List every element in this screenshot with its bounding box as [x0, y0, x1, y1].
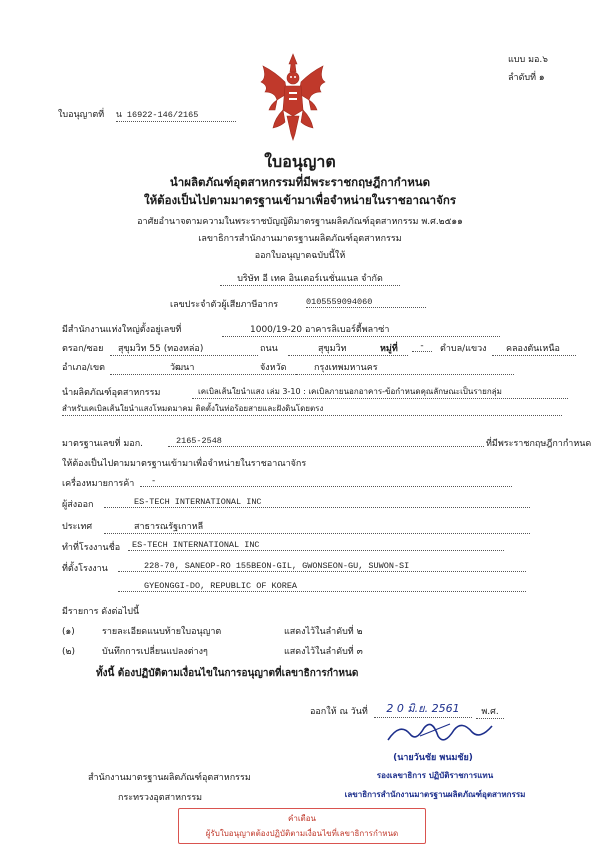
form-code: แบบ มอ.๖: [508, 55, 548, 65]
warning-box: [178, 808, 426, 844]
item-1-no: (๑): [62, 627, 75, 637]
moo-label: หมู่ที่: [380, 344, 398, 354]
province-value: กรุงเทพมหานคร: [296, 360, 514, 375]
province-label: จังหวัด: [260, 363, 287, 373]
heading-line-3: อาศัยอำนาจตามความในพระราชบัญญัติมาตรฐานผลิตภัณฑ์อุตสาหกรรม พ.ศ.๒๕๑๑: [137, 217, 463, 227]
factory-addr-label: ที่ตั้งโรงงาน: [62, 564, 108, 574]
license-no-value: น 16922-146/2165: [116, 107, 236, 122]
country-value: สาธารณรัฐเกาหลี: [104, 519, 530, 534]
agency-line-1: สำนักงานมาตรฐานผลิตภัณฑ์อุตสาหกรรม: [88, 773, 251, 783]
amphoe-label: อำเภอ/เขต: [62, 363, 105, 373]
amphoe-value: วัฒนา: [110, 360, 310, 375]
standard-line-2: ให้ต้องเป็นไปตามมาตรฐานเข้ามาเพื่อจำหน่ายในราชอาณาจักร: [62, 459, 307, 469]
item-1-ref: แสดงไว้ในลำดับที่ ๒: [284, 627, 363, 637]
heading-line-2: ให้ต้องเป็นไปตามมาตรฐานเข้ามาเพื่อจำหน่ายในราชอาณาจักร: [143, 193, 457, 207]
item-1-text: รายละเอียดแนบท้ายใบอนุญาต: [102, 627, 222, 637]
heading-line-5: ออกใบอนุญาตฉบับนี้ให้: [254, 251, 346, 261]
signer-position-2: เลขาธิการสำนักงานมาตรฐานผลิตภัณฑ์อุตสาหกรรม: [344, 790, 526, 799]
factory-addr-line-2: GYEONGGI-DO, REPUBLIC OF KOREA: [118, 581, 526, 592]
tax-value: 0105559094060: [306, 297, 426, 308]
signer-position-1: รองเลขาธิการ ปฏิบัติราชการแทน: [376, 771, 494, 780]
issued-date: 2 0 มิ.ย. 2561: [374, 699, 472, 718]
office-label: มีสำนักงานแห่งใหญ่ตั้งอยู่เลขที่: [62, 325, 182, 335]
trademark-label: เครื่องหมายการค้า: [62, 479, 135, 489]
product-line-2: สำหรับเคเบิลเส้นใยนำแสงโหมดมาคม ติดตั้งในท่อร้อยสายและฝังดินโดยตรง: [62, 402, 562, 416]
product-label: นำผลิตภัณฑ์อุตสาหกรรม: [62, 388, 161, 398]
warning-title: คำเตือน: [287, 814, 317, 823]
agency-line-2: กระทรวงอุตสาหกรรม: [118, 793, 203, 803]
heading-line-4: เลขาธิการสำนักงานมาตรฐานผลิตภัณฑ์อุตสาหกรรม: [198, 234, 402, 244]
item-2-ref: แสดงไว้ในลำดับที่ ๓: [284, 647, 363, 657]
moo-value: -: [412, 341, 432, 352]
heading-line-1: นำผลิตภัณฑ์อุตสาหกรรมที่มีพระราชกฤษฎีกากำหนด: [169, 175, 431, 189]
issued-era: พ.ศ.: [476, 704, 504, 719]
company-name: บริษัท อี เทค อินเตอร์เนชั่นแนล จำกัด: [220, 271, 400, 286]
standard-suffix: ที่มีพระราชกฤษฎีกากำหนด: [486, 439, 592, 449]
signature-mark: [380, 716, 500, 748]
license-no-label: ใบอนุญาตที่: [58, 110, 105, 120]
exporter-value: ES-TECH INTERNATIONAL INC: [104, 497, 530, 508]
soi-label: ตรอก/ซอย: [62, 344, 104, 354]
road-label: ถนน: [260, 344, 278, 354]
trademark-value: -: [140, 476, 512, 487]
factory-name-label: ทำที่โรงงานชื่อ: [62, 543, 121, 553]
issued-label: ออกให้ ณ วันที่: [310, 707, 368, 717]
factory-name-value: ES-TECH INTERNATIONAL INC: [128, 540, 504, 551]
factory-addr-line-1: 228-70, SANEOP-RO 155BEON-GIL, GWONSEON-GU, SUWON-SI: [118, 561, 526, 572]
product-line-1: เคเบิลเส้นใยนำแสง เล่ม 3-10 : เคเบิลภายนอกอาคาร-ข้อกำหนดคุณลักษณะเป็นรายกลุ่ม: [192, 385, 568, 399]
warning-text: ผู้รับใบอนุญาตต้องปฏิบัติตามเงื่อนไขที่เลขาธิการกำหนด: [205, 829, 399, 838]
road-value: สุขุมวิท: [288, 341, 408, 356]
doc-title: ใบอนุญาต: [264, 152, 336, 171]
signer-name: (นายวันชัย พนมชัย): [393, 753, 473, 763]
tax-label: เลขประจำตัวผู้เสียภาษีอากร: [170, 300, 279, 310]
item-2-text: บันทึกการเปลี่ยนแปลงต่างๆ: [102, 647, 208, 657]
standard-value: 2165-2548: [168, 436, 484, 447]
items-label: มีรายการ ดังต่อไปนี้: [62, 607, 140, 617]
tambon-label: ตำบล/แขวง: [440, 344, 487, 354]
garuda-emblem: [255, 52, 331, 144]
soi-value: สุขุมวิท 55 (ทองหล่อ): [110, 341, 258, 356]
standard-label: มาตรฐานเลขที่ มอก.: [62, 439, 144, 449]
tambon-value: คลองตันเหนือ: [492, 341, 576, 356]
office-value: 1000/19-20 อาคารลิเบอร์ตี้พลาซ่า: [222, 322, 500, 337]
form-order: ลำดับที่ ๑: [508, 73, 545, 83]
condition-text: ทั้งนี้ ต้องปฏิบัติตามเงื่อนไขในการอนุญาตที่เลขาธิการกำหนด: [96, 668, 359, 679]
country-label: ประเทศ: [62, 522, 93, 532]
item-2-no: (๒): [62, 647, 75, 657]
exporter-label: ผู้ส่งออก: [62, 500, 94, 510]
